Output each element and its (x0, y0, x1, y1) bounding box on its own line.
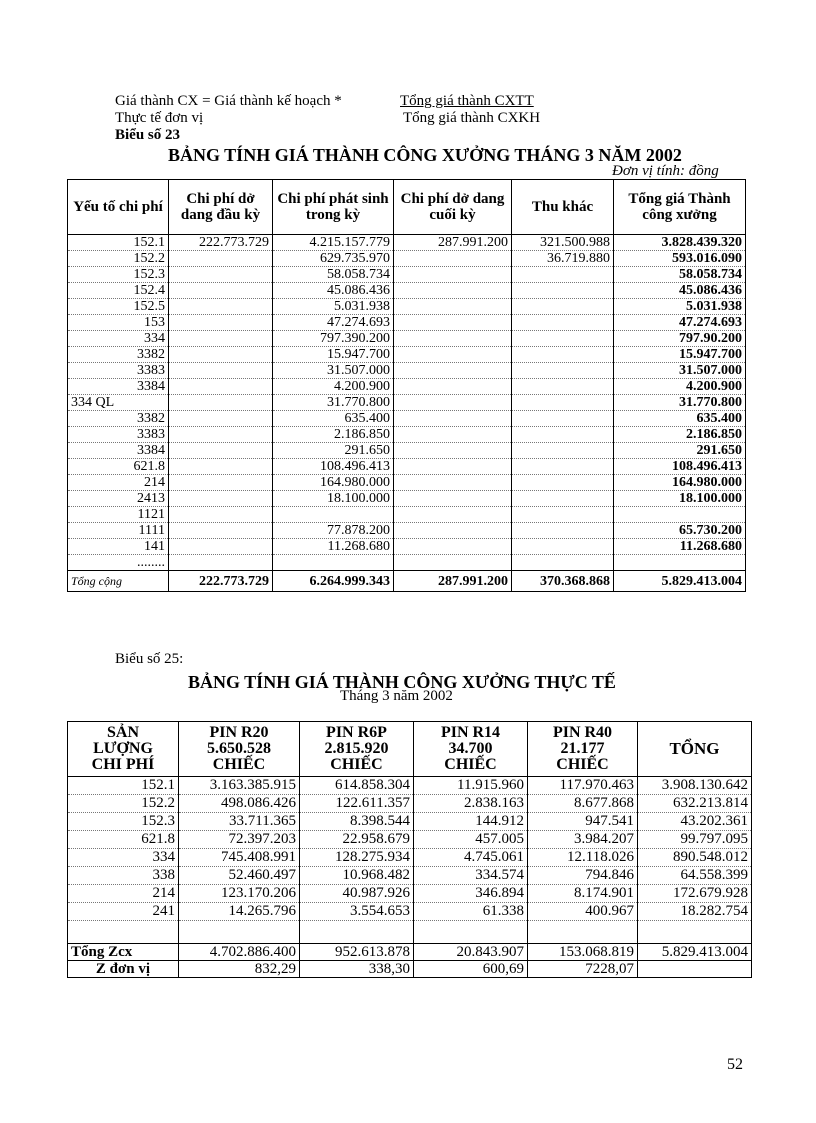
table25-cell (300, 921, 414, 944)
table23-cell: 222.773.729 (169, 235, 273, 251)
table25-cell (179, 921, 300, 944)
table25-unit-row-cell: Z đơn vị (68, 961, 179, 978)
table-row (68, 315, 746, 331)
table25-cell: 3.908.130.642 (638, 777, 752, 795)
table23-cell: 31.770.800 (614, 395, 746, 411)
table25-cell: 144.912 (414, 813, 528, 831)
table23-cell: 3383 (68, 427, 169, 443)
table23-cell (394, 555, 512, 571)
table25-cell: 498.086.426 (179, 795, 300, 813)
table25-cell: 947.541 (528, 813, 638, 831)
table25-cell: 334 (68, 849, 179, 867)
table25-cell: 61.338 (414, 903, 528, 921)
table-row (68, 885, 752, 903)
table25-cell: 632.213.814 (638, 795, 752, 813)
formula-line2-right: Tổng giá thành CXKH (403, 110, 541, 126)
table25-header-line: 2.815.920 (324, 740, 389, 757)
table25-header-line: CHIẾC (444, 756, 497, 773)
table25-cell: 123.170.206 (179, 885, 300, 903)
table25-cell: 621.8 (68, 831, 179, 849)
table25-cell: 8.398.544 (300, 813, 414, 831)
table23-cell: 635.400 (273, 411, 394, 427)
table23-cell (512, 539, 614, 555)
table23-cell: 15.947.700 (614, 347, 746, 363)
table25-header-cell (638, 722, 752, 777)
table-row (68, 813, 752, 831)
table25-header-cell (179, 722, 300, 777)
table25-cell (68, 921, 179, 944)
table25-header-line: 21.177 (560, 740, 605, 757)
table25-total-row (68, 944, 752, 961)
table23-total-cell: 287.991.200 (394, 571, 512, 592)
table-row (68, 299, 746, 315)
table25-cell: 43.202.361 (638, 813, 752, 831)
table25-header-line: PIN R20 (209, 724, 269, 741)
table23-cell: 108.496.413 (614, 459, 746, 475)
table-row (68, 363, 746, 379)
table-row (68, 849, 752, 867)
table-row (68, 555, 746, 571)
table23-cell (169, 491, 273, 507)
table-row (68, 267, 746, 283)
table23-cell: ........ (68, 555, 169, 571)
table23-cell: 15.947.700 (273, 347, 394, 363)
table25-header-cell (300, 722, 414, 777)
table23-cell (512, 331, 614, 347)
table23-cell (394, 475, 512, 491)
table25-unit-row-cell: 600,69 (414, 961, 528, 978)
table23-cell: 3382 (68, 411, 169, 427)
table23-cell (169, 523, 273, 539)
table23-cell (169, 475, 273, 491)
table25-header-cell (528, 722, 638, 777)
table25-header-line: TỔNG (669, 739, 720, 758)
table23-cell: 3382 (68, 347, 169, 363)
table-row (68, 831, 752, 849)
table23-cell: 77.878.200 (273, 523, 394, 539)
table25-cell: 33.711.365 (179, 813, 300, 831)
table23-cell: 4.215.157.779 (273, 235, 394, 251)
table25-header-row (68, 722, 752, 777)
formula-line1-left: Giá thành CX = Giá thành kế hoạch * (115, 93, 342, 109)
table23-cell (394, 379, 512, 395)
table23-cell: 31.770.800 (273, 395, 394, 411)
table23-total-cell: 370.368.868 (512, 571, 614, 592)
table23-total-cell: 5.829.413.004 (614, 571, 746, 592)
table23-cell (512, 523, 614, 539)
table25-header-line: CHIẾC (212, 756, 266, 773)
table23-cell: 291.650 (614, 443, 746, 459)
table-row (68, 475, 746, 491)
table25-cell: 10.968.482 (300, 867, 414, 885)
table25-cell: 214 (68, 885, 179, 903)
table23-cell (512, 555, 614, 571)
table25-cell: 152.1 (68, 777, 179, 795)
table25 (67, 721, 752, 978)
table25-cell: 4.745.061 (414, 849, 528, 867)
table23-cell (394, 267, 512, 283)
table23-cell: 621.8 (68, 459, 169, 475)
table23-header-cell: Chi phí phát sinh trong kỳ (273, 180, 394, 235)
table23-cell: 2.186.850 (614, 427, 746, 443)
table23-cell (169, 411, 273, 427)
table25-total-row-cell: 153.068.819 (528, 944, 638, 961)
table25-cell (414, 921, 528, 944)
table23-cell: 45.086.436 (273, 283, 394, 299)
table-row (68, 347, 746, 363)
table23-cell: 635.400 (614, 411, 746, 427)
table25-unit-row-cell: 338,30 (300, 961, 414, 978)
table25-unit-row-cell: 7228,07 (528, 961, 638, 978)
table23-cell: 291.650 (273, 443, 394, 459)
table-row (68, 251, 746, 267)
table25-cell: 794.846 (528, 867, 638, 885)
table-row (68, 427, 746, 443)
table23-cell (512, 427, 614, 443)
table23-total-row (68, 571, 746, 592)
table23-header-row (68, 180, 746, 235)
table25-cell: 745.408.991 (179, 849, 300, 867)
table25-cell: 241 (68, 903, 179, 921)
table23-cell (394, 459, 512, 475)
table25-unit-row (68, 961, 752, 978)
table23-cell (394, 363, 512, 379)
table23-cell: 3383 (68, 363, 169, 379)
table23-cell (169, 347, 273, 363)
table-row (68, 795, 752, 813)
table25-label: Biểu số 25: (115, 651, 184, 667)
table23-cell: 58.058.734 (614, 267, 746, 283)
table23-cell: 3384 (68, 443, 169, 459)
table-row (68, 283, 746, 299)
table23-cell (394, 411, 512, 427)
table25-cell (528, 921, 638, 944)
table23-header-cell: Yếu tố chi phí (68, 180, 169, 235)
table23-cell (614, 507, 746, 523)
table23-cell (394, 283, 512, 299)
table23-cell (169, 251, 273, 267)
table25-cell: 3.554.653 (300, 903, 414, 921)
table25-cell: 3.163.385.915 (179, 777, 300, 795)
table25-cell: 2.838.163 (414, 795, 528, 813)
table23-cell (169, 267, 273, 283)
table25-cell: 8.174.901 (528, 885, 638, 903)
table25-unit-row-cell: 832,29 (179, 961, 300, 978)
table23-cell (512, 283, 614, 299)
table23-cell (614, 555, 746, 571)
table25-cell: 40.987.926 (300, 885, 414, 903)
table25-cell: 3.984.207 (528, 831, 638, 849)
formula-line2-left: Thực tế đơn vị (115, 110, 204, 126)
table25-total-row-cell: 4.702.886.400 (179, 944, 300, 961)
table23-cell (169, 299, 273, 315)
table23-unit: Đơn vị tính: đồng (612, 163, 719, 179)
table23-cell: 4.200.900 (273, 379, 394, 395)
table23-cell: 47.274.693 (614, 315, 746, 331)
table25-header-line: 34.700 (448, 740, 493, 757)
table25-cell: 122.611.357 (300, 795, 414, 813)
table23-cell: 2.186.850 (273, 427, 394, 443)
table23-cell (169, 459, 273, 475)
table-row (68, 395, 746, 411)
table23-cell: 31.507.000 (614, 363, 746, 379)
table23-cell: 164.980.000 (273, 475, 394, 491)
table-row (68, 459, 746, 475)
table25-cell: 400.967 (528, 903, 638, 921)
table23-cell (512, 299, 614, 315)
table25-total-row-cell: 20.843.907 (414, 944, 528, 961)
table25-cell: 12.118.026 (528, 849, 638, 867)
table23-cell (169, 507, 273, 523)
table25-total-row-cell: Tổng Zcx (68, 944, 179, 961)
table23-header-cell: Tổng giá Thành công xưởng (614, 180, 746, 235)
table23-cell: 164.980.000 (614, 475, 746, 491)
table25-cell: 338 (68, 867, 179, 885)
table25-cell: 152.3 (68, 813, 179, 831)
table23-cell (394, 331, 512, 347)
table23-cell (169, 427, 273, 443)
table-row (68, 443, 746, 459)
table25-cell: 72.397.203 (179, 831, 300, 849)
table25-cell: 64.558.399 (638, 867, 752, 885)
table23-cell: 18.100.000 (273, 491, 394, 507)
table23-cell (512, 459, 614, 475)
table23-cell (394, 347, 512, 363)
table25-header-line: CHIẾC (330, 756, 383, 773)
table25-cell: 99.797.095 (638, 831, 752, 849)
table23-cell: 152.5 (68, 299, 169, 315)
table-row (68, 507, 746, 523)
table25-cell: 346.894 (414, 885, 528, 903)
table25-cell: 152.2 (68, 795, 179, 813)
table23-cell: 45.086.436 (614, 283, 746, 299)
table23-cell: 797.90.200 (614, 331, 746, 347)
table-row (68, 491, 746, 507)
table23-cell: 152.2 (68, 251, 169, 267)
table23-cell: 5.031.938 (273, 299, 394, 315)
table23-cell (169, 331, 273, 347)
table23-cell (512, 395, 614, 411)
table-row (68, 777, 752, 795)
table23-cell (394, 443, 512, 459)
table25-header-line: LƯỢNG (93, 740, 153, 757)
table23-cell: 334 (68, 331, 169, 347)
table23-cell (169, 363, 273, 379)
table23-cell (394, 395, 512, 411)
page-number: 52 (727, 1056, 743, 1073)
table23-total-cell: 222.773.729 (169, 571, 273, 592)
table25-cell: 614.858.304 (300, 777, 414, 795)
table25-cell (638, 921, 752, 944)
table23-cell (169, 379, 273, 395)
table25-cell: 18.282.754 (638, 903, 752, 921)
table25-header-line: PIN R40 (552, 724, 613, 741)
table23-cell: 108.496.413 (273, 459, 394, 475)
table23-cell (273, 507, 394, 523)
table23-cell (394, 539, 512, 555)
table25-total-row-cell: 5.829.413.004 (638, 944, 752, 961)
table23-cell: 797.390.200 (273, 331, 394, 347)
table25-header-cell (414, 722, 528, 777)
table-row (68, 903, 752, 921)
table25-title: BẢNG TÍNH GIÁ THÀNH CÔNG XƯỞNG THỰC TẾ (188, 672, 616, 692)
table23-cell (512, 475, 614, 491)
table-row (68, 331, 746, 347)
table25-cell: 457.005 (414, 831, 528, 849)
table23-cell: 152.3 (68, 267, 169, 283)
table25-header-line: PIN R6P (326, 724, 387, 741)
table23-cell (512, 347, 614, 363)
table25-header-line: PIN R14 (440, 724, 501, 741)
table23-total-cell: Tổng cộng (68, 571, 169, 592)
table23-cell: 3.828.439.320 (614, 235, 746, 251)
table25-cell: 890.548.012 (638, 849, 752, 867)
table23-cell (394, 427, 512, 443)
table25-cell: 52.460.497 (179, 867, 300, 885)
table23-cell: 153 (68, 315, 169, 331)
table23-cell: 58.058.734 (273, 267, 394, 283)
table23-cell (394, 315, 512, 331)
table23-cell: 11.268.680 (614, 539, 746, 555)
table25-header-line: CHIẾC (556, 756, 609, 773)
table23-cell: 629.735.970 (273, 251, 394, 267)
table23-label: Biểu số 23 (115, 127, 181, 143)
table23-cell: 1121 (68, 507, 169, 523)
table23-cell: 287.991.200 (394, 235, 512, 251)
table23-cell (512, 379, 614, 395)
table25-cell: 334.574 (414, 867, 528, 885)
table23-cell (169, 315, 273, 331)
table23-cell (394, 523, 512, 539)
table23-cell: 65.730.200 (614, 523, 746, 539)
table25-subtitle: Tháng 3 năm 2002 (340, 688, 453, 704)
table25-header-line: 5.650.528 (207, 740, 271, 757)
table23-cell (169, 539, 273, 555)
table25-cell: 22.958.679 (300, 831, 414, 849)
table23-cell (512, 411, 614, 427)
table23-cell: 152.1 (68, 235, 169, 251)
table23-header-cell: Thu khác (512, 180, 614, 235)
table23-cell: 2413 (68, 491, 169, 507)
table23-cell (512, 315, 614, 331)
table25-cell: 172.679.928 (638, 885, 752, 903)
table25-header-cell (68, 722, 179, 777)
table23-cell (169, 443, 273, 459)
table23-cell (512, 443, 614, 459)
table23-cell (512, 491, 614, 507)
table23-cell: 321.500.988 (512, 235, 614, 251)
table-row (68, 411, 746, 427)
table23-cell: 3384 (68, 379, 169, 395)
table25-header-line: CHI PHÍ (91, 756, 155, 773)
table23-cell: 4.200.900 (614, 379, 746, 395)
table-row (68, 523, 746, 539)
table25-cell: 14.265.796 (179, 903, 300, 921)
table-row (68, 921, 752, 944)
table23-title: BẢNG TÍNH GIÁ THÀNH CÔNG XƯỞNG THÁNG 3 NĂM 2002 (168, 145, 682, 165)
table-row (68, 867, 752, 885)
table23-cell (169, 395, 273, 411)
table23-cell (394, 507, 512, 523)
table23-cell: 593.016.090 (614, 251, 746, 267)
table23-cell: 5.031.938 (614, 299, 746, 315)
table25-unit-row-cell (638, 961, 752, 978)
table25-total-row-cell: 952.613.878 (300, 944, 414, 961)
table23-cell (273, 555, 394, 571)
table23-cell: 31.507.000 (273, 363, 394, 379)
table23-header-cell: Chi phí dở dang cuối kỳ (394, 180, 512, 235)
table23-cell: 36.719.880 (512, 251, 614, 267)
table25-cell: 8.677.868 (528, 795, 638, 813)
table23-cell: 214 (68, 475, 169, 491)
table23-cell (394, 491, 512, 507)
table23-header-cell: Chi phí dở dang đầu kỳ (169, 180, 273, 235)
formula-line1-right: Tổng giá thành CXTT (400, 93, 534, 109)
table23-cell: 1111 (68, 523, 169, 539)
table25-cell: 117.970.463 (528, 777, 638, 795)
table25-cell: 128.275.934 (300, 849, 414, 867)
table23-cell: 47.274.693 (273, 315, 394, 331)
table23 (67, 179, 746, 592)
table23-cell (512, 363, 614, 379)
table-row (68, 539, 746, 555)
table23-cell (394, 299, 512, 315)
table23-cell: 152.4 (68, 283, 169, 299)
table23-cell: 18.100.000 (614, 491, 746, 507)
table23-cell (169, 555, 273, 571)
table23-cell: 11.268.680 (273, 539, 394, 555)
table23-cell (512, 507, 614, 523)
table23-cell: 141 (68, 539, 169, 555)
table25-cell: 11.915.960 (414, 777, 528, 795)
table25-header-line: SẢN (106, 724, 139, 741)
table23-cell (512, 267, 614, 283)
table23-cell (169, 283, 273, 299)
table23-total-cell: 6.264.999.343 (273, 571, 394, 592)
table-row (68, 235, 746, 251)
table23-cell (394, 251, 512, 267)
table23-cell: 334 QL (68, 395, 169, 411)
table-row (68, 379, 746, 395)
